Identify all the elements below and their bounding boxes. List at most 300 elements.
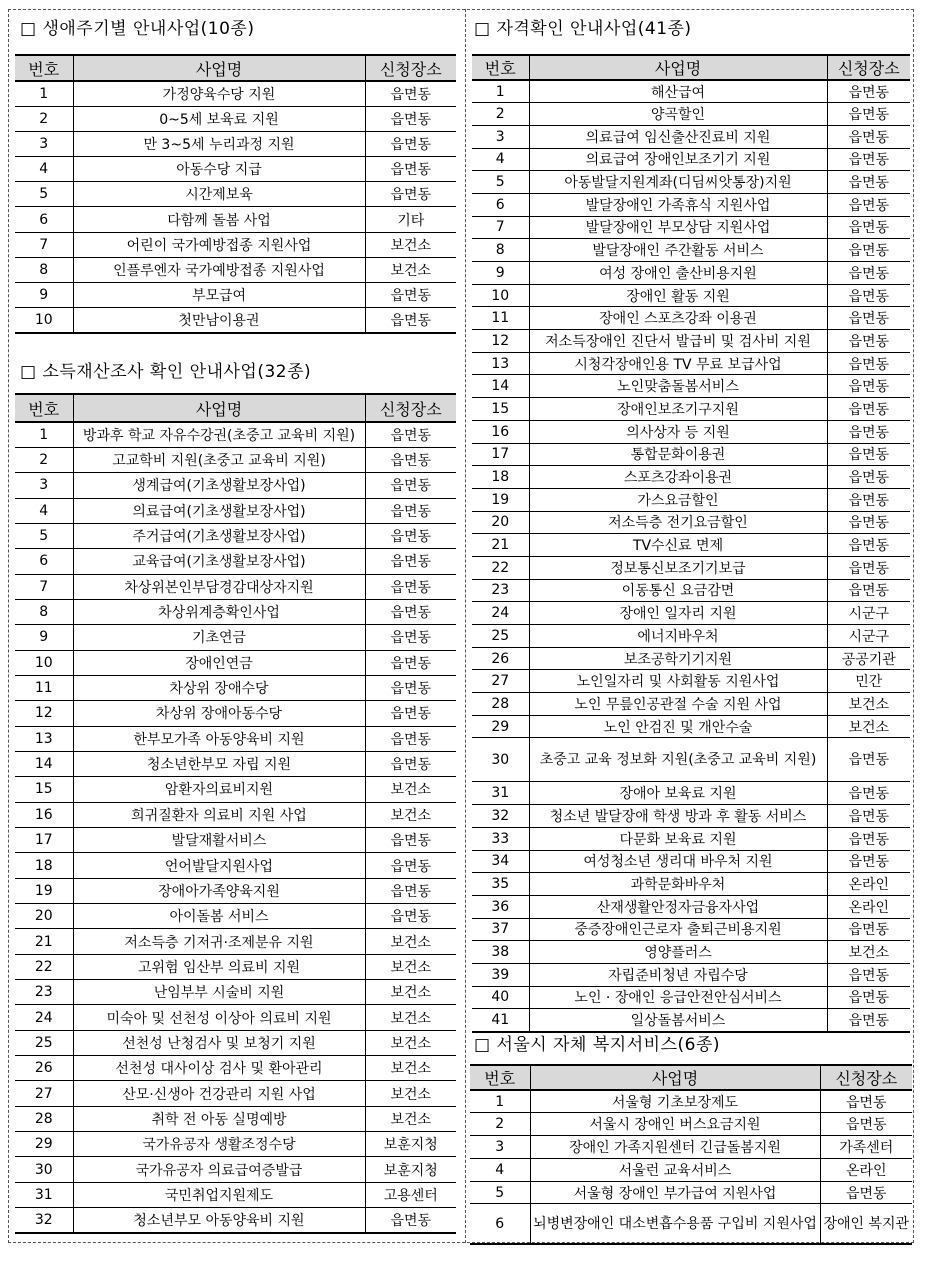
table-row: [472, 850, 910, 873]
table-row: [472, 738, 910, 782]
business-name: 자립준비청년 자립수당: [529, 963, 827, 986]
business-name: 가정양육수당 지원: [73, 81, 365, 106]
business-name: 아이돌봄 서비스: [73, 904, 365, 929]
business-name: 장애아 보육료 지원: [529, 782, 827, 805]
application-place: 읍면동: [827, 352, 910, 375]
table-row: [15, 599, 456, 624]
application-place: 민간: [827, 670, 910, 693]
application-place: 읍면동: [827, 148, 910, 171]
application-place: 읍면동: [827, 262, 910, 285]
business-name: 가스요금할인: [529, 488, 827, 511]
row-number: 10: [472, 284, 529, 307]
application-place: 읍면동: [365, 157, 456, 182]
row-number: 4: [470, 1158, 530, 1181]
table-row: [15, 802, 456, 827]
table-header-row: [470, 1065, 912, 1090]
row-number: 6: [472, 193, 529, 216]
row-number: 13: [472, 352, 529, 375]
row-number: 9: [472, 262, 529, 285]
business-name: 의사상자 등 지원: [529, 420, 827, 443]
row-number: 9: [15, 283, 73, 308]
table-row: [15, 1157, 456, 1182]
business-name: 차상위본인부담경감대상자지원: [73, 574, 365, 599]
table-row: [472, 171, 910, 194]
business-name: 서울형 기초보장제도: [530, 1090, 820, 1113]
business-name: 스포츠강좌이용권: [529, 466, 827, 489]
application-place: 읍면동: [365, 1208, 456, 1233]
table-row: [472, 963, 910, 986]
section-title: □ 서울시 자체 복지서비스(6종): [474, 1035, 720, 1055]
application-place: 온라인: [827, 873, 910, 896]
row-number: 2: [470, 1113, 530, 1136]
table-row: [472, 466, 910, 489]
table-row: [472, 670, 910, 693]
business-name: 장애인 스포츠강좌 이용권: [529, 307, 827, 330]
table-row: [15, 523, 456, 548]
application-place: 보건소: [365, 954, 456, 979]
application-place: 가족센터: [820, 1136, 912, 1159]
business-name: 일상돌봄서비스: [529, 1009, 827, 1032]
business-name: 노인 안검진 및 개안수술: [529, 715, 827, 738]
row-number: 15: [472, 398, 529, 421]
application-place: 읍면동: [827, 330, 910, 353]
table-row: [15, 1005, 456, 1030]
application-place: 읍면동: [365, 106, 456, 131]
row-number: 38: [472, 941, 529, 964]
table-row: [472, 443, 910, 466]
application-place: 읍면동: [820, 1181, 912, 1204]
application-place: 보건소: [827, 715, 910, 738]
application-place: 보건소: [365, 929, 456, 954]
application-place: 읍면동: [827, 443, 910, 466]
business-name: 서울시 장애인 버스요금지원: [530, 1113, 820, 1136]
table-row: [15, 574, 456, 599]
application-place: 읍면동: [365, 904, 456, 929]
row-number: 22: [15, 954, 73, 979]
application-place: 읍면동: [827, 986, 910, 1009]
row-number: 32: [15, 1208, 73, 1233]
row-number: 21: [472, 534, 529, 557]
business-name: 통합문화이용권: [529, 443, 827, 466]
row-number: 4: [472, 148, 529, 171]
business-name: 장애인 활동 지원: [529, 284, 827, 307]
business-name: 0~5세 보육료 지원: [73, 106, 365, 131]
row-number: 24: [15, 1005, 73, 1030]
table-row: [15, 1208, 456, 1233]
business-name: 다함께 돌봄 사업: [73, 207, 365, 232]
section-title: □ 자격확인 안내사업(41종): [474, 19, 692, 39]
business-name: 차상위 장애수당: [73, 675, 365, 700]
row-number: 15: [15, 777, 73, 802]
application-place: 읍면동: [827, 579, 910, 602]
row-number: 6: [15, 549, 73, 574]
row-number: 32: [472, 805, 529, 828]
table-row: [470, 1136, 912, 1159]
table-row: [15, 828, 456, 853]
application-place: 읍면동: [365, 447, 456, 472]
row-number: 14: [472, 375, 529, 398]
business-name: 중증장애인근로자 출퇴근비용지원: [529, 918, 827, 941]
row-number: 27: [472, 670, 529, 693]
application-place: 고용센터: [365, 1182, 456, 1207]
business-name: 장애인 일자리 지원: [529, 602, 827, 625]
business-name: 부모급여: [73, 283, 365, 308]
business-name: 방과후 학교 자유수강권(초중고 교육비 지원): [73, 422, 365, 447]
row-number: 30: [472, 738, 529, 782]
table-row: [15, 207, 456, 232]
business-name: 취학 전 아동 실명예방: [73, 1106, 365, 1131]
application-place: 장애인 복지관: [820, 1204, 912, 1244]
header-place: 신청장소: [820, 1065, 912, 1090]
application-place: 읍면동: [820, 1090, 912, 1113]
business-name: 초중고 교육 정보화 지원(초중고 교육비 지원): [529, 738, 827, 782]
application-place: 읍면동: [827, 307, 910, 330]
application-place: 읍면동: [827, 738, 910, 782]
application-place: 보건소: [365, 802, 456, 827]
table-row: [15, 701, 456, 726]
row-number: 20: [15, 904, 73, 929]
application-place: 읍면동: [365, 283, 456, 308]
table-row: [472, 284, 910, 307]
table-row: [470, 1113, 912, 1136]
business-name: 저소득장애인 진단서 발급비 및 검사비 지원: [529, 330, 827, 353]
table-row: [15, 675, 456, 700]
application-place: 읍면동: [365, 308, 456, 333]
row-number: 33: [472, 827, 529, 850]
row-number: 19: [472, 488, 529, 511]
table-row: [15, 929, 456, 954]
business-name: 장애인 가족지원센터 긴급돌봄지원: [530, 1136, 820, 1159]
table-row: [472, 647, 910, 670]
application-place: 읍면동: [827, 963, 910, 986]
table-row: [472, 1009, 910, 1032]
business-name: 발달재활서비스: [73, 828, 365, 853]
business-name: 의료급여(기초생활보장사업): [73, 498, 365, 523]
row-number: 28: [15, 1106, 73, 1131]
row-number: 20: [472, 511, 529, 534]
row-number: 14: [15, 751, 73, 776]
business-name: 시간제보육: [73, 182, 365, 207]
row-number: 6: [470, 1204, 530, 1244]
row-number: 41: [472, 1009, 529, 1032]
row-number: 29: [15, 1132, 73, 1157]
business-name: 의료급여 장애인보조기기 지원: [529, 148, 827, 171]
table-row: [15, 283, 456, 308]
table-row: [472, 511, 910, 534]
table-row: [472, 918, 910, 941]
business-name: 미숙아 및 선천성 이상아 의료비 지원: [73, 1005, 365, 1030]
row-number: 26: [15, 1056, 73, 1081]
row-number: 30: [15, 1157, 73, 1182]
business-name: 의료급여 임신출산진료비 지원: [529, 125, 827, 148]
business-name: 교육급여(기초생활보장사업): [73, 549, 365, 574]
table-row: [472, 782, 910, 805]
application-place: 온라인: [820, 1158, 912, 1181]
header-place: 신청장소: [827, 55, 910, 80]
row-number: 6: [15, 207, 73, 232]
business-name: 한부모가족 아동양육비 지원: [73, 726, 365, 751]
row-number: 5: [15, 523, 73, 548]
application-place: 보건소: [365, 1106, 456, 1131]
application-place: 읍면동: [827, 171, 910, 194]
row-number: 25: [472, 625, 529, 648]
table-row: [472, 125, 910, 148]
table-row: [15, 182, 456, 207]
application-place: 읍면동: [365, 650, 456, 675]
business-name: 아동수당 지급: [73, 157, 365, 182]
application-place: 온라인: [827, 895, 910, 918]
application-place: 읍면동: [365, 625, 456, 650]
table-row: [15, 1132, 456, 1157]
business-name: 저소득층 기저귀·조제분유 지원: [73, 929, 365, 954]
table-row: [15, 157, 456, 182]
table-row: [15, 131, 456, 156]
table-row: [15, 473, 456, 498]
table-row: [472, 398, 910, 421]
row-number: 19: [15, 878, 73, 903]
application-place: 보건소: [365, 980, 456, 1005]
table-row: [472, 420, 910, 443]
application-place: 읍면동: [827, 850, 910, 873]
row-number: 8: [15, 599, 73, 624]
row-number: 10: [15, 308, 73, 333]
row-number: 7: [15, 574, 73, 599]
row-number: 34: [472, 850, 529, 873]
business-name: 국민취업지원제도: [73, 1182, 365, 1207]
header-number: 번호: [472, 55, 529, 80]
business-name: 차상위계층확인사업: [73, 599, 365, 624]
table-row: [472, 715, 910, 738]
table-row: [15, 726, 456, 751]
row-number: 4: [15, 498, 73, 523]
business-name: 발달장애인 주간활동 서비스: [529, 239, 827, 262]
program-table: [470, 1064, 912, 1245]
application-place: 보건소: [827, 941, 910, 964]
business-name: 장애아가족양육지원: [73, 878, 365, 903]
table-row: [15, 308, 456, 333]
header-business-name: 사업명: [529, 55, 827, 80]
application-place: 읍면동: [365, 422, 456, 447]
business-name: 노인 무릎인공관절 수술 지원 사업: [529, 693, 827, 716]
table-row: [15, 422, 456, 447]
row-number: 3: [15, 131, 73, 156]
business-name: 서울형 장애인 부가급여 지원사업: [530, 1181, 820, 1204]
application-place: 읍면동: [365, 574, 456, 599]
business-name: 생계급여(기초생활보장사업): [73, 473, 365, 498]
table-row: [15, 257, 456, 282]
row-number: 10: [15, 650, 73, 675]
row-number: 5: [470, 1181, 530, 1204]
row-number: 5: [472, 171, 529, 194]
row-number: 2: [15, 447, 73, 472]
row-number: 21: [15, 929, 73, 954]
row-number: 3: [470, 1136, 530, 1159]
business-name: 서울런 교육서비스: [530, 1158, 820, 1181]
business-name: 국가유공자 의료급여증발급: [73, 1157, 365, 1182]
business-name: 에너지바우처: [529, 625, 827, 648]
table-row: [472, 375, 910, 398]
table-row: [15, 106, 456, 131]
business-name: 청소년부모 아동양육비 지원: [73, 1208, 365, 1233]
row-number: 17: [15, 828, 73, 853]
application-place: 읍면동: [365, 498, 456, 523]
application-place: 읍면동: [820, 1113, 912, 1136]
application-place: 보건소: [365, 232, 456, 257]
application-place: 읍면동: [365, 878, 456, 903]
table-row: [470, 1181, 912, 1204]
table-row: [15, 1106, 456, 1131]
table-row: [472, 805, 910, 828]
row-number: 2: [472, 103, 529, 126]
business-name: 노인맞춤돌봄서비스: [529, 375, 827, 398]
business-name: 노인일자리 및 사회활동 지원사업: [529, 670, 827, 693]
table-header-row: [472, 55, 910, 80]
application-place: 시군구: [827, 625, 910, 648]
table-row: [472, 216, 910, 239]
business-name: 만 3~5세 누리과정 지원: [73, 131, 365, 156]
table-row: [15, 549, 456, 574]
business-name: 어린이 국가예방접종 지원사업: [73, 232, 365, 257]
row-number: 22: [472, 556, 529, 579]
row-number: 29: [472, 715, 529, 738]
row-number: 1: [472, 80, 529, 103]
table-row: [15, 980, 456, 1005]
program-table: [472, 54, 910, 1033]
row-number: 1: [470, 1090, 530, 1113]
table-header-row: [15, 394, 456, 422]
row-number: 36: [472, 895, 529, 918]
table-row: [472, 534, 910, 557]
application-place: 읍면동: [827, 103, 910, 126]
row-number: 31: [15, 1182, 73, 1207]
business-name: 정보통신보조기기보급: [529, 556, 827, 579]
header-business-name: 사업명: [530, 1065, 820, 1090]
row-number: 25: [15, 1030, 73, 1055]
business-name: 희귀질환자 의료비 지원 사업: [73, 802, 365, 827]
business-name: 영양플러스: [529, 941, 827, 964]
table-row: [15, 1081, 456, 1106]
business-name: 양곡할인: [529, 103, 827, 126]
row-number: 23: [472, 579, 529, 602]
application-place: 읍면동: [827, 125, 910, 148]
row-number: 27: [15, 1081, 73, 1106]
header-number: 번호: [15, 394, 73, 422]
business-name: 노인 · 장애인 응급안전안심서비스: [529, 986, 827, 1009]
row-number: 31: [472, 782, 529, 805]
column-divider: [465, 9, 466, 1243]
table-row: [470, 1090, 912, 1113]
table-row: [472, 239, 910, 262]
application-place: 읍면동: [827, 782, 910, 805]
application-place: 보훈지청: [365, 1132, 456, 1157]
row-number: 8: [15, 257, 73, 282]
table-row: [15, 625, 456, 650]
table-row: [472, 986, 910, 1009]
business-name: 주거급여(기초생활보장사업): [73, 523, 365, 548]
header-number: 번호: [15, 55, 73, 81]
business-name: 장애인보조기구지원: [529, 398, 827, 421]
table-row: [472, 556, 910, 579]
header-number: 번호: [470, 1065, 530, 1090]
row-number: 28: [472, 693, 529, 716]
table-row: [472, 895, 910, 918]
table-row: [472, 693, 910, 716]
program-table: [15, 54, 456, 334]
application-place: 읍면동: [365, 599, 456, 624]
row-number: 8: [472, 239, 529, 262]
application-place: 시군구: [827, 602, 910, 625]
business-name: 차상위 장애아동수당: [73, 701, 365, 726]
business-name: 산재생활안정자금융자사업: [529, 895, 827, 918]
row-number: 12: [15, 701, 73, 726]
table-row: [472, 827, 910, 850]
business-name: 장애인연금: [73, 650, 365, 675]
business-name: TV수신료 면제: [529, 534, 827, 557]
business-name: 암환자의료비지원: [73, 777, 365, 802]
application-place: 읍면동: [365, 131, 456, 156]
application-place: 보건소: [827, 693, 910, 716]
application-place: 읍면동: [827, 239, 910, 262]
row-number: 18: [472, 466, 529, 489]
business-name: 인플루엔자 국가예방접종 지원사업: [73, 257, 365, 282]
business-name: 국가유공자 생활조정수당: [73, 1132, 365, 1157]
table-row: [15, 904, 456, 929]
row-number: 11: [472, 307, 529, 330]
table-row: [472, 579, 910, 602]
application-place: 읍면동: [365, 853, 456, 878]
row-number: 3: [472, 125, 529, 148]
application-place: 보건소: [365, 1030, 456, 1055]
table-row: [15, 878, 456, 903]
application-place: 읍면동: [827, 805, 910, 828]
table-row: [15, 447, 456, 472]
row-number: 26: [472, 647, 529, 670]
table-row: [15, 498, 456, 523]
business-name: 청소년 발달장애 학생 방과 후 활동 서비스: [529, 805, 827, 828]
business-name: 뇌병변장애인 대소변흡수용품 구입비 지원사업: [530, 1204, 820, 1244]
application-place: 읍면동: [827, 398, 910, 421]
row-number: 16: [472, 420, 529, 443]
table-header-row: [15, 55, 456, 81]
row-number: 11: [15, 675, 73, 700]
table-row: [472, 602, 910, 625]
business-name: 고위험 임산부 의료비 지원: [73, 954, 365, 979]
row-number: 40: [472, 986, 529, 1009]
table-row: [472, 262, 910, 285]
row-number: 1: [15, 422, 73, 447]
application-place: 읍면동: [365, 473, 456, 498]
section-title: □ 생애주기별 안내사업(10종): [20, 19, 255, 39]
application-place: 읍면동: [827, 193, 910, 216]
application-place: 읍면동: [827, 488, 910, 511]
application-place: 읍면동: [827, 511, 910, 534]
application-place: 보건소: [365, 257, 456, 282]
row-number: 2: [15, 106, 73, 131]
business-name: 아동발달지원계좌(디딤씨앗통장)지원: [529, 171, 827, 194]
program-table: [15, 393, 456, 1234]
business-name: 다문화 보육료 지원: [529, 827, 827, 850]
application-place: 읍면동: [365, 751, 456, 776]
row-number: 16: [15, 802, 73, 827]
application-place: 읍면동: [827, 556, 910, 579]
business-name: 난임부부 시술비 지원: [73, 980, 365, 1005]
table-row: [472, 330, 910, 353]
table-row: [15, 650, 456, 675]
table-row: [15, 81, 456, 106]
business-name: 첫만남이용권: [73, 308, 365, 333]
business-name: 고교학비 지원(초중고 교육비 지원): [73, 447, 365, 472]
business-name: 보조공학기기지원: [529, 647, 827, 670]
